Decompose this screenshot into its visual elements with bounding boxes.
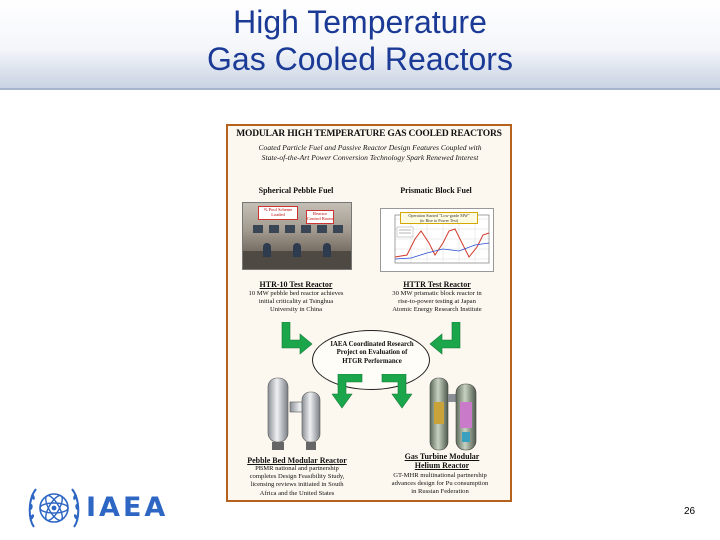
gtmhr-description — [374, 472, 506, 497]
pbmr-name: Pebble Bed Modular Reactor — [247, 456, 347, 465]
pbmr-vessel-illustration — [258, 370, 328, 452]
pbmr-desc-line: PBMR national and partnership — [255, 465, 339, 472]
poster-subtitle-line-1: Coated Particle Fuel and Passive Reactor Design Features Coupled with — [258, 143, 482, 152]
httr-desc-line: rise-to-power testing at Japan — [398, 298, 476, 306]
photo-screen — [269, 225, 279, 233]
gtmhr-desc-line: GT-MHR multinational partnership — [393, 472, 487, 479]
photo-screen — [285, 225, 295, 233]
httr-desc-line: 30 MW prismatic block reactor in — [392, 290, 482, 297]
photo-screen — [253, 225, 263, 233]
graph-caption-line-2: (to Rise to Power Test) — [419, 218, 459, 223]
httr-desc-line: Atomic Energy Research Institute — [392, 306, 482, 314]
iaea-logo-text: IAEA — [86, 492, 169, 523]
arrow-crp-to-pbmr-icon — [332, 374, 366, 410]
photo-screen — [301, 225, 311, 233]
photo-callout-pool: % Pool Scheme Loaded — [258, 206, 298, 220]
photo-person — [263, 243, 271, 257]
graph-caption-tag — [400, 212, 478, 224]
crp-line: Project on Evaluation of — [336, 349, 408, 357]
gtmhr-vessel-illustration — [424, 372, 480, 456]
crp-line: IAEA Coordinated Research — [330, 341, 414, 348]
photo-person — [293, 243, 301, 257]
htr10-description — [234, 290, 358, 315]
photo-person — [323, 243, 331, 257]
htr10-name: HTR-10 Test Reactor — [259, 280, 333, 289]
pbmr-desc-line: licensing reviews initiated in South — [250, 481, 344, 489]
gtmhr-name: Gas Turbine Modular Helium Reactor — [404, 452, 480, 470]
pbmr-desc-line: Africa and the United States — [259, 489, 335, 497]
httr-name: HTTR Test Reactor — [403, 280, 471, 289]
htr10-desc-line: 10 MW pebble bed reactor achieves — [248, 290, 344, 297]
htr10-desc-line: initial criticality at Tsinghua — [258, 298, 334, 306]
poster-subtitle — [234, 143, 506, 163]
crp-line: HTGR Performance — [342, 357, 402, 365]
httr-description — [374, 290, 500, 315]
photo-screen — [333, 225, 343, 233]
pbmr-desc-line: completes Design Feasibility Study, — [249, 473, 345, 481]
slide-title — [0, 4, 720, 78]
photo-screen — [317, 225, 327, 233]
title-band-divider — [0, 88, 720, 90]
iaea-crp-text — [319, 341, 425, 366]
arrow-htr10-to-crp-icon — [278, 322, 314, 356]
htr10-desc-line: University in China — [269, 306, 322, 314]
poster-title: MODULAR HIGH TEMPERATURE GAS COOLED REACTORS — [236, 129, 502, 139]
slide-title-line-1: High Temperature — [233, 4, 487, 40]
page-number: 26 — [684, 506, 696, 517]
gtmhr-desc-line: advances design for Pu consumption — [391, 480, 489, 488]
hgtr-poster — [226, 124, 512, 502]
iaea-crp-ellipse — [312, 330, 430, 390]
graph-caption-line-1: Operation Started "Low-grade MW" — [408, 213, 470, 218]
spherical-pebble-heading: Spherical Pebble Fuel — [258, 186, 334, 195]
poster-subtitle-line-2: State-of-the-Art Power Conversion Technology Spark Renewed Interest — [261, 153, 479, 162]
slide-title-line-2: Gas Cooled Reactors — [207, 41, 513, 77]
arrow-crp-to-gtmhr-icon — [378, 374, 412, 410]
gtmhr-desc-line: in Russian Federation — [411, 488, 469, 496]
photo-callout-control-room: Reactor Control Room — [306, 210, 334, 224]
prismatic-block-heading: Prismatic Block Fuel — [400, 186, 472, 195]
arrow-httr-to-crp-icon — [428, 322, 464, 356]
pbmr-description — [234, 465, 360, 498]
iaea-emblem-icon — [26, 481, 82, 535]
